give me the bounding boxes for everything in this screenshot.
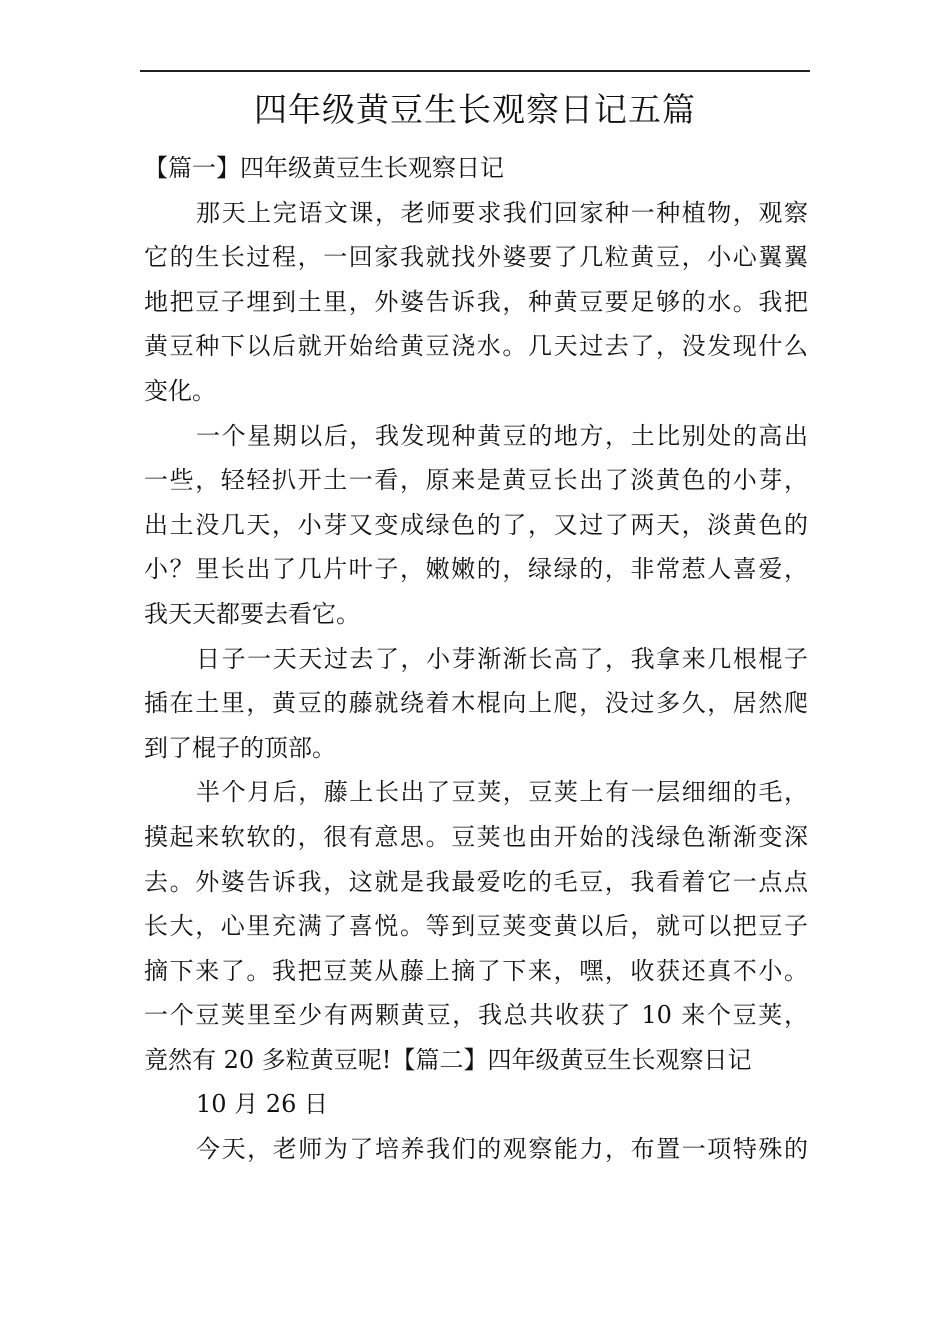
text-line: 摘下来了。我把豆荚从藤上摘了下来，嘿，收获还真不小。 <box>144 956 808 985</box>
text-line: 长大，心里充满了喜悦。等到豆荚变黄以后，就可以把豆子 <box>144 912 808 941</box>
header-rule <box>140 70 810 72</box>
text-line: 那天上完语文课，老师要求我们回家种一种植物，观察 <box>196 198 808 227</box>
text-line: 今天，老师为了培养我们的观察能力，布置一项特殊的 <box>196 1135 808 1164</box>
text-line: 日子一天天过去了，小芽渐渐长高了，我拿来几根棍子 <box>196 644 808 673</box>
text-line: 它的生长过程，一回家我就找外婆要了几粒黄豆，小心翼翼 <box>144 243 808 272</box>
document-body <box>144 146 808 1172</box>
text-line: 地把豆子埋到土里，外婆告诉我，种黄豆要足够的水。我把 <box>144 287 808 316</box>
text-line: 黄豆种下以后就开始给黄豆浇水。几天过去了，没发现什么 <box>144 332 808 361</box>
text-line: 到了棍子的顶部。 <box>144 733 336 762</box>
text-line: 小？里长出了几片叶子，嫩嫩的，绿绿的，非常惹人喜爱， <box>144 555 808 584</box>
text-line: 一个豆荚里至少有两颗黄豆，我总共收获了 10 来个豆荚， <box>144 1001 808 1030</box>
text-line: 半个月后，藤上长出了豆荚，豆荚上有一层细细的毛， <box>196 778 808 807</box>
document-title: 四年级黄豆生长观察日记五篇 <box>254 90 696 129</box>
text-line: 竟然有 20 多粒黄豆呢!【篇二】四年级黄豆生长观察日记 <box>144 1045 752 1074</box>
text-line: 我天天都要去看它。 <box>144 599 360 628</box>
text-line: 插在土里，黄豆的藤就绕着木棍向上爬，没过多久，居然爬 <box>144 689 808 718</box>
text-line: 10 月 26 日 <box>196 1090 328 1119</box>
text-line: 一些，轻轻扒开土一看，原来是黄豆长出了淡黄色的小芽， <box>144 466 808 495</box>
text-line: 摸起来软软的，很有意思。豆荚也由开始的浅绿色渐渐变深 <box>144 822 808 851</box>
text-line: 出土没几天，小芽又变成绿色的了，又过了两天，淡黄色的 <box>144 510 808 539</box>
text-line: 一个星期以后，我发现种黄豆的地方，土比别处的高出 <box>196 421 808 450</box>
text-line: 去。外婆告诉我，这就是我最爱吃的毛豆，我看着它一点点 <box>144 867 808 896</box>
text-line: 【篇一】四年级黄豆生长观察日记 <box>144 154 504 182</box>
text-line: 变化。 <box>144 376 216 405</box>
